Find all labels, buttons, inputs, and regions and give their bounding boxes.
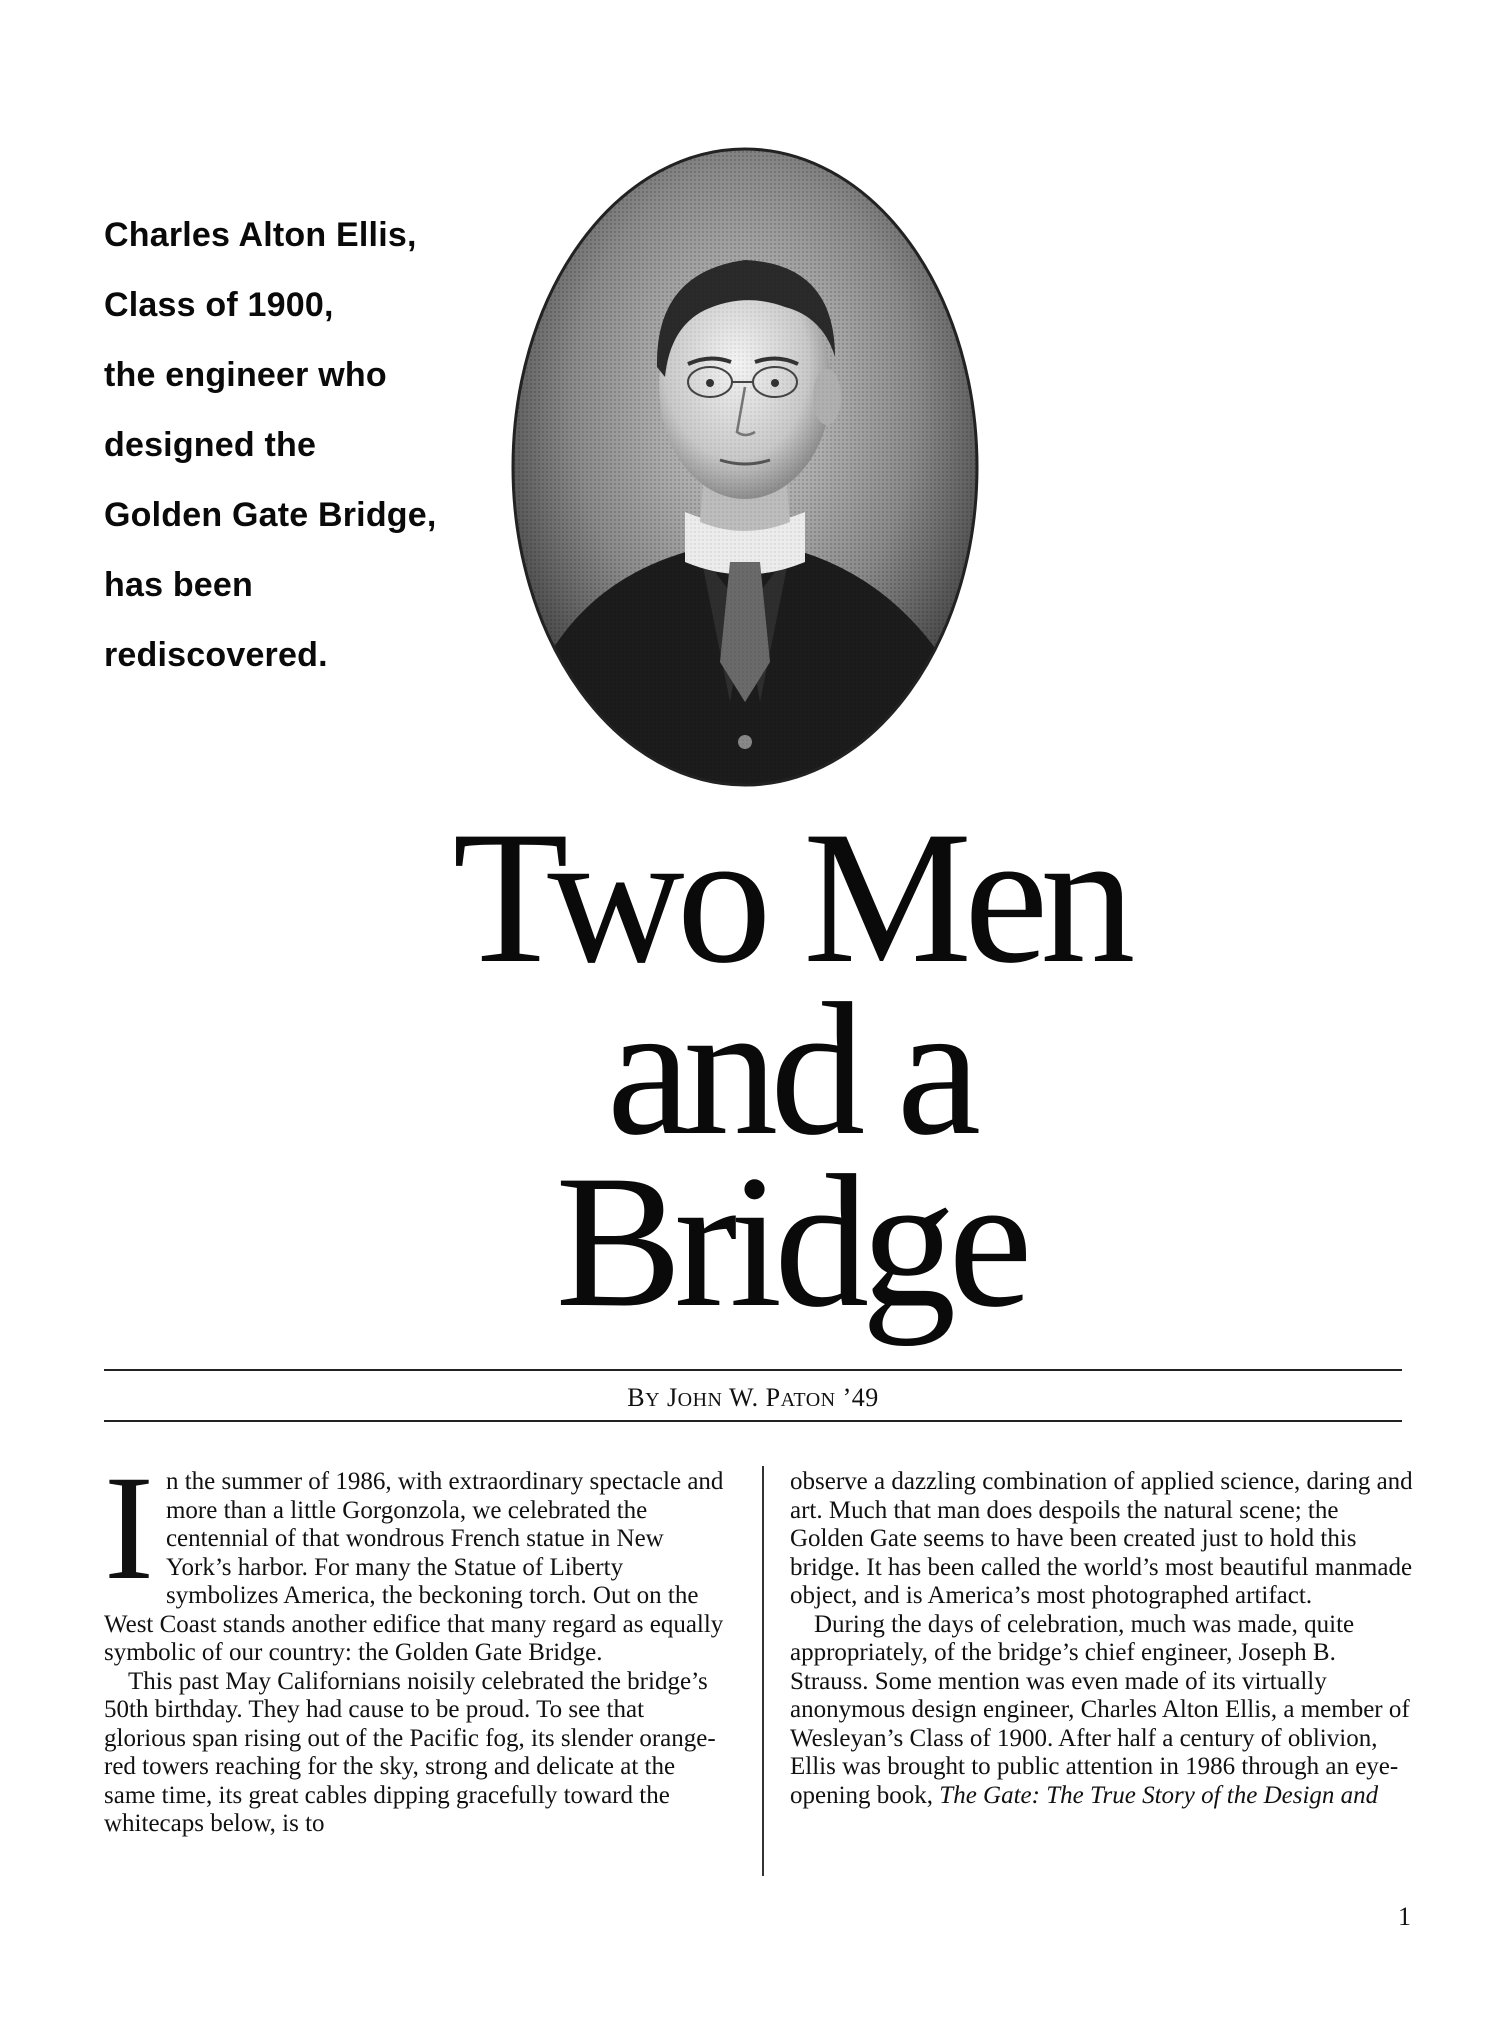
title-line: Two Men <box>452 793 1128 1003</box>
byline-bottom-rule <box>104 1420 1402 1422</box>
paragraph-text: During the days of celebration, much was made, quite appropriately, of the bridge’s chief engineer, Joseph B. Strauss. Some mention was even made of its virtually anonymous design engineer, Charles Alton Ellis, a member of Wesleyan’s Class of 1900. After half a century of oblivion, Ellis was brought to public attention in 1986 through an eye-opening book, <box>790 1610 1410 1809</box>
title-line: and a <box>606 965 974 1175</box>
deck-line: designed the <box>104 426 317 464</box>
title-line: Bridge <box>555 1137 1025 1347</box>
deck-line: rediscovered. <box>104 636 328 674</box>
byline <box>104 1383 1402 1413</box>
byline-middle: W. <box>729 1383 759 1412</box>
byline-p: P <box>765 1383 781 1412</box>
paragraph-text: n the summer of 1986, with extraordinary spectacle and more than a little Gorgonzola, we celebrated the centennial of that wondrous French statue in New York’s harbor. For many the Statue of Liberty symbolizes America, the beckoning torch. Out on the West Coast stands another edifice that many regard as equally symbolic of our country: the Golden Gate Bridge. <box>104 1468 724 1666</box>
deck-line: has been <box>104 566 253 604</box>
deck-line: the engineer who <box>104 356 387 394</box>
article-title <box>400 793 1180 1347</box>
deck-headline <box>104 200 524 690</box>
byline-b: B <box>627 1383 646 1412</box>
byline-class-year: ’49 <box>842 1383 879 1412</box>
byline-aton: ATON <box>780 1389 836 1411</box>
portrait-photo <box>505 142 985 792</box>
deck-line: Golden Gate Bridge, <box>104 496 437 534</box>
paragraph <box>104 1445 732 1668</box>
book-title: The Gate: The True Story of the Design and <box>939 1781 1379 1809</box>
paragraph: observe a dazzling combination of applied science, daring and art. Much that man does despoils the natural scene; the Golden Gate seems to have been created just to hold this bridge. It has been called the world’s most beautiful manmade object, and is America’s most photographed artifact. <box>790 1468 1413 1609</box>
drop-cap: I <box>104 1445 154 1611</box>
deck-line: Class of 1900, <box>104 286 334 324</box>
article-column-right <box>790 1468 1418 1810</box>
column-divider <box>762 1466 764 1876</box>
byline-j: J <box>667 1383 678 1412</box>
byline-y: Y <box>645 1389 661 1411</box>
byline-top-rule <box>104 1369 1402 1371</box>
article-column-left <box>104 1445 732 1839</box>
paragraph: This past May Californians noisily celebrated the bridge’s 50th birthday. They had cause to be proud. To see that glorious span rising out of the Pacific fog, its slender orange-red towers reaching for the sky, strong and delicate at the same time, its great cables dipping gracefully toward the whitecaps below, is to <box>104 1667 716 1837</box>
byline-ohn: OHN <box>677 1389 723 1411</box>
page-number: 1 <box>1398 1902 1411 1931</box>
paragraph <box>790 1611 1418 1811</box>
deck-line: Charles Alton Ellis, <box>104 216 417 254</box>
